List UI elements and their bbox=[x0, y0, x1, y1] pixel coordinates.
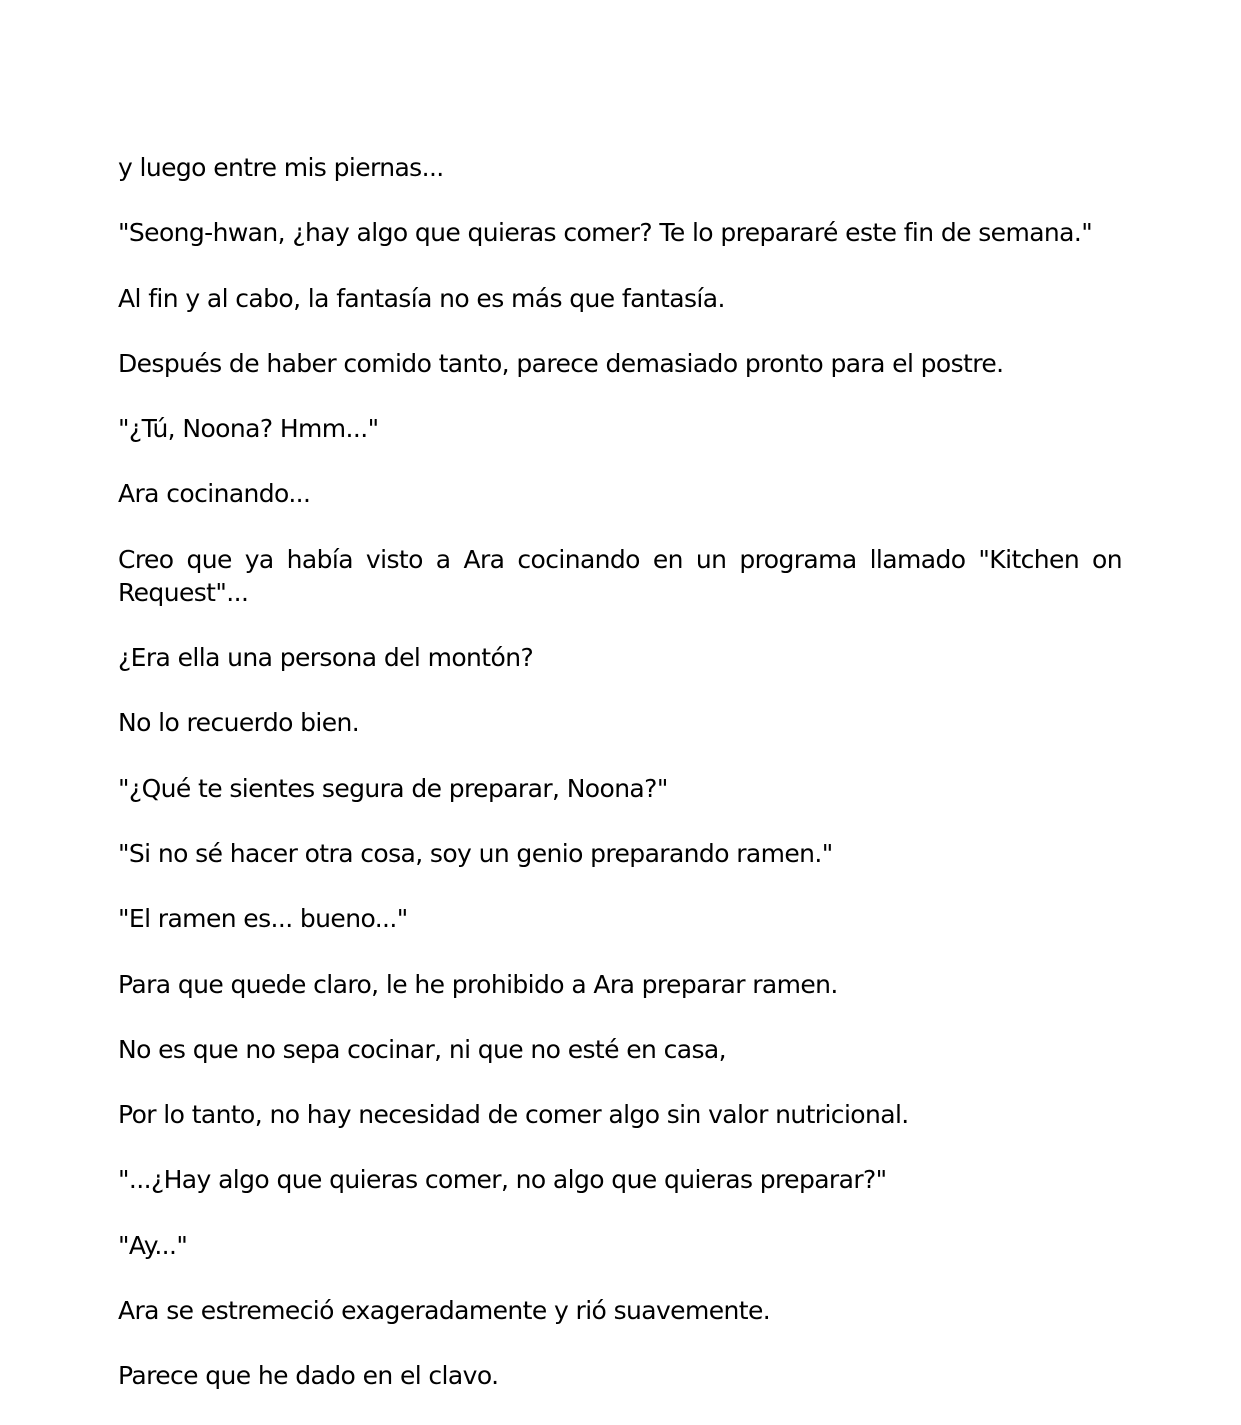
paragraph: "...¿Hay algo que quieras comer, no algo que quieras preparar?" bbox=[118, 1165, 887, 1195]
paragraph: ¿Era ella una persona del montón? bbox=[118, 643, 534, 673]
paragraph: "¿Tú, Noona? Hmm..." bbox=[118, 414, 379, 444]
paragraph: "Si no sé hacer otra cosa, soy un genio preparando ramen." bbox=[118, 838, 833, 868]
paragraph: y luego entre mis piernas... bbox=[118, 153, 444, 182]
paragraph: Ara cocinando... bbox=[118, 479, 311, 509]
paragraph: No es que no sepa cocinar, ni que no esté en casa, bbox=[118, 1034, 726, 1064]
paragraph: "El ramen es... bueno..." bbox=[118, 904, 408, 934]
paragraph: "Seong-hwan, ¿hay algo que quieras comer? Te lo prepararé este fin de semana." bbox=[118, 218, 1093, 248]
paragraph: Creo que ya había visto a Ara cocinando en un programa llamado "Kitchen on Request"... bbox=[118, 544, 1122, 607]
paragraph: Parece que he dado en el clavo. bbox=[118, 1361, 499, 1391]
paragraph: Después de haber comido tanto, parece demasiado pronto para el postre. bbox=[118, 348, 1004, 378]
paragraph: Ara se estremeció exageradamente y rió suavemente. bbox=[118, 1296, 771, 1326]
paragraph: No lo recuerdo bien. bbox=[118, 708, 360, 738]
paragraph: "Ay..." bbox=[118, 1230, 188, 1260]
paragraph: Al fin y al cabo, la fantasía no es más que fantasía. bbox=[118, 283, 725, 313]
paragraph: "¿Qué te sientes segura de preparar, Noona?" bbox=[118, 773, 668, 803]
paragraph: Por lo tanto, no hay necesidad de comer algo sin valor nutricional. bbox=[118, 1100, 909, 1130]
paragraph: Para que quede claro, le he prohibido a Ara preparar ramen. bbox=[118, 969, 838, 999]
document-body bbox=[118, 151, 1122, 1425]
